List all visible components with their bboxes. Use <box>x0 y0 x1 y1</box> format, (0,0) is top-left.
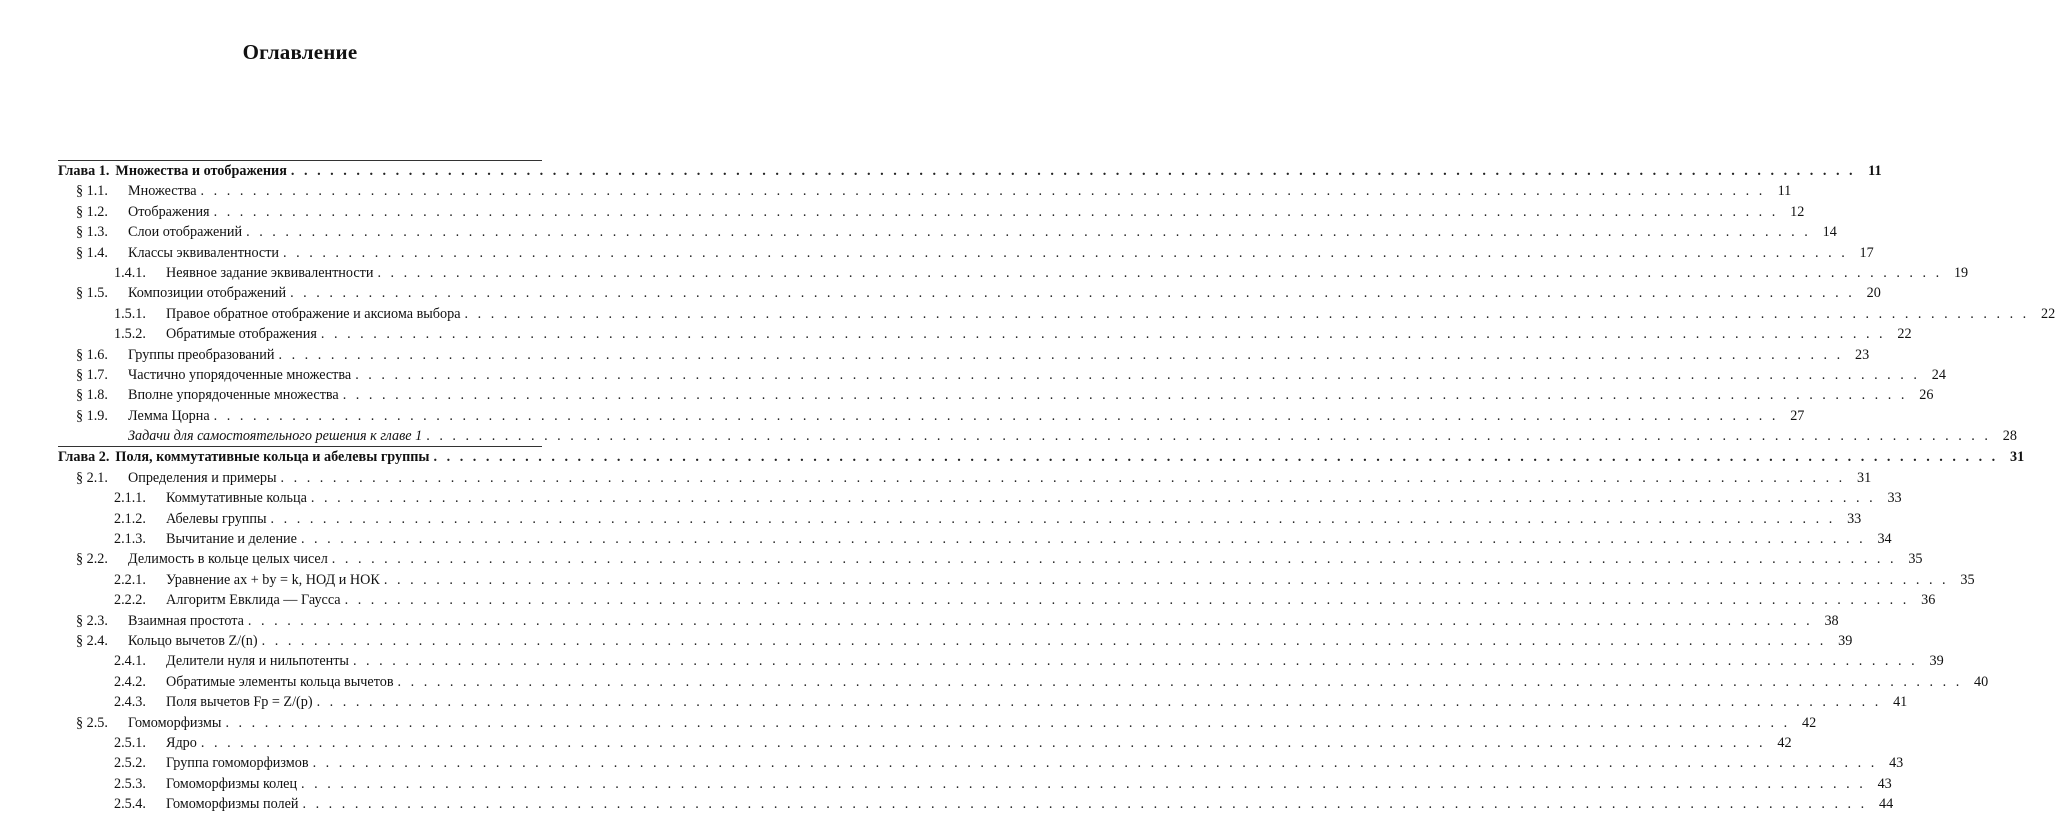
section-entry[interactable] <box>58 631 1853 651</box>
dot-leader: . . . . . . . . . . . . . . . . . . . . . . . . . . . . . . . . . . . . . . . . . . . . . . . . . . . . . . . . . . . . . . . . . . . . . . . . . . . . . . . . . . . . . . . . . . . . . . . . . . . . . . . . . . . . . . . . . . . . . . . . <box>331 551 1897 568</box>
entry-title: Взаимная простота <box>128 612 244 629</box>
subsection-entry[interactable] <box>58 509 1862 529</box>
subsection-entry[interactable] <box>58 529 1892 549</box>
subsection-entry[interactable] <box>58 753 1904 773</box>
section-entry[interactable] <box>58 611 1839 631</box>
dot-leader: . . . . . . . . . . . . . . . . . . . . . . . . . . . . . . . . . . . . . . . . . . . . . . . . . . . . . . . . . . . . . . . . . . . . . . . . . . . . . . . . . . . . . . . . . . . . . . . . . . . . . . . . . . . . . . . . . . . . . . . . <box>433 449 1999 466</box>
entry-title: Классы эквивалентности <box>128 244 280 261</box>
entry-number: § 2.5. <box>76 714 108 731</box>
entry-title: Определения и примеры <box>128 469 277 486</box>
dot-leader: . . . . . . . . . . . . . . . . . . . . . . . . . . . . . . . . . . . . . . . . . . . . . . . . . . . . . . . . . . . . . . . . . . . . . . . . . . . . . . . . . . . . . . . . . . . . . . . . . . . . . . . . . . . . . . . . . . . . . . . . <box>270 510 1836 527</box>
page-number: 41 <box>1893 694 1908 711</box>
dot-leader: . . . . . . . . . . . . . . . . . . . . . . . . . . . . . . . . . . . . . . . . . . . . . . . . . . . . . . . . . . . . . . . . . . . . . . . . . . . . . . . . . . . . . . . . . . . . . . . . . . . . . . . . . . . . . . . . . . . . . . . . <box>213 203 1779 220</box>
page-number: 12 <box>1790 203 1805 220</box>
entry-number: 2.2.2. <box>114 592 146 609</box>
dot-leader: . . . . . . . . . . . . . . . . . . . . . . . . . . . . . . . . . . . . . . . . . . . . . . . . . . . . . . . . . . . . . . . . . . . . . . . . . . . . . . . . . . . . . . . . . . . . . . . . . . . . . . . . . . . . . . . . . . . . . . . . <box>200 734 1766 751</box>
entry-title: Группы преобразований <box>128 346 275 363</box>
subsection-entry[interactable] <box>58 590 1936 610</box>
entry-number: 2.2.1. <box>114 571 146 588</box>
entry-title: Гомоморфизмы <box>128 714 222 731</box>
dot-leader: . . . . . . . . . . . . . . . . . . . . . . . . . . . . . . . . . . . . . . . . . . . . . . . . . . . . . . . . . . . . . . . . . . . . . . . . . . . . . . . . . . . . . . . . . . . . . . . . . . . . . . . . . . . . . . . . . . . . . . . . <box>464 305 2030 322</box>
dot-leader: . . . . . . . . . . . . . . . . . . . . . . . . . . . . . . . . . . . . . . . . . . . . . . . . . . . . . . . . . . . . . . . . . . . . . . . . . . . . . . . . . . . . . . . . . . . . . . . . . . . . . . . . . . . . . . . . . . . . . . . . <box>290 285 1855 302</box>
entry-number: § 1.7. <box>76 366 108 383</box>
section-entry[interactable] <box>58 549 1923 569</box>
page-number: 44 <box>1878 796 1894 813</box>
dot-leader: . . . . . . . . . . . . . . . . . . . . . . . . . . . . . . . . . . . . . . . . . . . . . . . . . . . . . . . . . . . . . . . . . . . . . . . . . . . . . . . . . . . . . . . . . . . . . . . . . . . . . . . . . . . . . . . . . . . . . . . . <box>246 224 1811 241</box>
entry-title: Абелевы группы <box>166 510 267 527</box>
section-entry[interactable] <box>58 468 1872 488</box>
entry-number: § 1.6. <box>76 346 108 363</box>
entry-number: § 2.2. <box>76 551 108 568</box>
page-number: 17 <box>1859 244 1874 261</box>
entry-number: § 2.3. <box>76 612 108 629</box>
chapter-heading[interactable] <box>58 161 1882 181</box>
dot-leader: . . . . . . . . . . . . . . . . . . . . . . . . . . . . . . . . . . . . . . . . . . . . . . . . . . . . . . . . . . . . . . . . . . . . . . . . . . . . . . . . . . . . . . . . . . . . . . . . . . . . . . . . . . . . . . . . . . . . . . . . <box>320 326 1886 343</box>
entry-number: § 1.4. <box>76 244 108 261</box>
entry-number: § 1.8. <box>76 387 108 404</box>
dot-leader: . . . . . . . . . . . . . . . . . . . . . . . . . . . . . . . . . . . . . . . . . . . . . . . . . . . . . . . . . . . . . . . . . . . . . . . . . . . . . . . . . . . . . . . . . . . . . . . . . . . . . . . . . . . . . . . . . . . . . . . . <box>290 163 1856 179</box>
section-entry[interactable] <box>58 202 1805 222</box>
entry-title: Гомоморфизмы полей <box>166 796 299 813</box>
dot-leader: . . . . . . . . . . . . . . . . . . . . . . . . . . . . . . . . . . . . . . . . . . . . . . . . . . . . . . . . . . . . . . . . . . . . . . . . . . . . . . . . . . . . . . . . . . . . . . . . . . . . . . . . . . . . . . . . . . . . . . . . <box>301 775 1866 792</box>
page-number: 43 <box>1889 755 1904 772</box>
entry-title: Коммутативные кольца <box>166 490 307 507</box>
entry-title: Гомоморфизмы колец <box>166 775 298 792</box>
entry-title: Ядро <box>166 734 197 751</box>
entry-number: 2.1.1. <box>114 490 146 507</box>
subsection-entry[interactable] <box>58 672 1989 692</box>
page-number: 35 <box>1908 551 1923 568</box>
page-number: 40 <box>1974 673 1989 690</box>
section-entry[interactable] <box>58 222 1837 242</box>
subsection-entry[interactable] <box>58 651 1944 671</box>
page-number: 20 <box>1866 285 1881 302</box>
subsection-entry[interactable] <box>58 794 1894 814</box>
entry-title: Алгоритм Евклида — Гаусса <box>166 592 341 609</box>
page-number: 27 <box>1790 407 1805 424</box>
entry-number: § 1.5. <box>76 285 108 302</box>
page-number: 14 <box>1822 224 1837 241</box>
page-number: 38 <box>1824 612 1839 629</box>
entry-title: Делители нуля и нильпотенты <box>166 653 349 670</box>
page-number: 36 <box>1921 592 1936 609</box>
entry-title: Поля вычетов Fp = Z/(p) <box>166 694 313 711</box>
dot-leader: . . . . . . . . . . . . . . . . . . . . . . . . . . . . . . . . . . . . . . . . . . . . . . . . . . . . . . . . . . . . . . . . . . . . . . . . . . . . . . . . . . . . . . . . . . . . . . . . . . . . . . . . . . . . . . . . . . . . . . . . <box>283 244 1848 261</box>
entry-number: 2.5.2. <box>114 755 146 772</box>
entry-title: Слои отображений <box>128 224 243 241</box>
dot-leader: . . . . . . . . . . . . . . . . . . . . . . . . . . . . . . . . . . . . . . . . . . . . . . . . . . . . . . . . . . . . . . . . . . . . . . . . . . . . . . . . . . . . . . . . . . . . . . . . . . . . . . . . . . . . . . . . . . . . . . . . <box>310 490 1876 507</box>
dot-leader: . . . . . . . . . . . . . . . . . . . . . . . . . . . . . . . . . . . . . . . . . . . . . . . . . . . . . . . . . . . . . . . . . . . . . . . . . . . . . . . . . . . . . . . . . . . . . . . . . . . . . . . . . . . . . . . . . . . . . . . . <box>261 632 1827 649</box>
section-entry[interactable] <box>58 406 1805 426</box>
page-number: 28 <box>2002 428 2017 445</box>
page-number: 26 <box>1919 387 1934 404</box>
entry-title: Группа гомоморфизмов <box>166 755 309 772</box>
dot-leader: . . . . . . . . . . . . . . . . . . . . . . . . . . . . . . . . . . . . . . . . . . . . . . . . . . . . . . . . . . . . . . . . . . . . . . . . . . . . . . . . . . . . . . . . . . . . . . . . . . . . . . . . . . . . . . . . . . . . . . . . <box>397 673 1963 690</box>
entry-number: 2.5.1. <box>114 734 146 751</box>
section-entry[interactable] <box>58 243 1874 263</box>
dot-leader: . . . . . . . . . . . . . . . . . . . . . . . . . . . . . . . . . . . . . . . . . . . . . . . . . . . . . . . . . . . . . . . . . . . . . . . . . . . . . . . . . . . . . . . . . . . . . . . . . . . . . . . . . . . . . . . . . . . . . . . . <box>280 469 1846 486</box>
entry-title: Кольцо вычетов Z/(n) <box>128 632 258 649</box>
page-number: 39 <box>1838 632 1853 649</box>
dot-leader: . . . . . . . . . . . . . . . . . . . . . . . . . . . . . . . . . . . . . . . . . . . . . . . . . . . . . . . . . . . . . . . . . . . . . . . . . . . . . . . . . . . . . . . . . . . . . . . . . . . . . . . . . . . . . . . . . . . . . . . . <box>344 592 1910 609</box>
entry-title: Обратимые отображения <box>166 326 317 343</box>
page-number: 42 <box>1777 734 1792 751</box>
entry-title: Уравнение ax + by = k, НОД и НОК <box>166 571 380 588</box>
subsection-entry[interactable] <box>58 263 1969 283</box>
entry-number: 2.5.3. <box>114 775 146 792</box>
entry-title: Правое обратное отображение и аксиома выбора <box>166 305 461 322</box>
page-number: 22 <box>1897 326 1912 343</box>
entry-number: Глава 1. <box>58 163 110 179</box>
page-number: 33 <box>1887 490 1902 507</box>
entry-number: § 1.1. <box>76 183 108 200</box>
entry-title: Вполне упорядоченные множества <box>128 387 339 404</box>
dot-leader: . . . . . . . . . . . . . . . . . . . . . . . . . . . . . . . . . . . . . . . . . . . . . . . . . . . . . . . . . . . . . . . . . . . . . . . . . . . . . . . . . . . . . . . . . . . . . . . . . . . . . . . . . . . . . . . . . . . . . . . . <box>302 796 1868 813</box>
subsection-entry[interactable] <box>58 488 1902 508</box>
page-number: 43 <box>1877 775 1892 792</box>
entry-title: Обратимые элементы кольца вычетов <box>166 673 394 690</box>
page-number: 34 <box>1877 531 1892 548</box>
dot-leader: . . . . . . . . . . . . . . . . . . . . . . . . . . . . . . . . . . . . . . . . . . . . . . . . . . . . . . . . . . . . . . . . . . . . . . . . . . . . . . . . . . . . . . . . . . . . . . . . . . . . . . . . . . . . . . . . . . . . . . . . <box>352 653 1918 670</box>
page-number: 35 <box>1960 571 1975 588</box>
entry-title: Лемма Цорна <box>128 407 210 424</box>
page-number: 22 <box>2041 305 2055 322</box>
dot-leader: . . . . . . . . . . . . . . . . . . . . . . . . . . . . . . . . . . . . . . . . . . . . . . . . . . . . . . . . . . . . . . . . . . . . . . . . . . . . . . . . . . . . . . . . . . . . . . . . . . . . . . . . . . . . . . . . . . . . . . . . <box>225 714 1791 731</box>
entry-title: Задачи для самостоятельного решения к главе 1 <box>128 428 423 445</box>
entry-number: 2.1.2. <box>114 510 146 527</box>
dot-leader: . . . . . . . . . . . . . . . . . . . . . . . . . . . . . . . . . . . . . . . . . . . . . . . . . . . . . . . . . . . . . . . . . . . . . . . . . . . . . . . . . . . . . . . . . . . . . . . . . . . . . . . . . . . . . . . . . . . . . . . . <box>342 387 1908 404</box>
page-number: 11 <box>1868 163 1882 179</box>
page-number: 24 <box>1931 366 1946 383</box>
entry-number: 1.4.1. <box>114 264 146 281</box>
page-number: 19 <box>1953 264 1969 281</box>
entry-title: Отображения <box>128 203 210 220</box>
entry-number: Глава 2. <box>58 449 110 466</box>
subsection-entry[interactable] <box>58 774 1892 794</box>
subsection-entry[interactable] <box>58 733 1792 753</box>
subsection-entry[interactable] <box>58 570 1975 590</box>
section-entry[interactable] <box>58 385 1934 405</box>
page-number: 42 <box>1801 714 1817 731</box>
entry-title: Частично упорядоченные множества <box>128 366 352 383</box>
subsection-entry[interactable] <box>58 324 1912 344</box>
entry-title: Множества и отображения <box>115 163 287 179</box>
section-entry[interactable] <box>58 365 1946 385</box>
dot-leader: . . . . . . . . . . . . . . . . . . . . . . . . . . . . . . . . . . . . . . . . . . . . . . . . . . . . . . . . . . . . . . . . . . . . . . . . . . . . . . . . . . . . . . . . . . . . . . . . . . . . . . . . . . . . . . . . . . . . . . . . <box>355 366 1920 383</box>
subsection-entry[interactable] <box>58 692 1908 712</box>
entry-title: Делимость в кольце целых чисел <box>128 551 328 568</box>
page-title: Оглавление <box>242 40 358 64</box>
section-entry[interactable] <box>58 283 1881 303</box>
page-number: 23 <box>1854 346 1870 363</box>
subsection-entry[interactable] <box>58 304 2055 324</box>
section-entry[interactable] <box>58 345 1870 365</box>
dot-leader: . . . . . . . . . . . . . . . . . . . . . . . . . . . . . . . . . . . . . . . . . . . . . . . . . . . . . . . . . . . . . . . . . . . . . . . . . . . . . . . . . . . . . . . . . . . . . . . . . . . . . . . . . . . . . . . . . . . . . . . . <box>316 694 1882 711</box>
entry-number: 2.4.1. <box>114 653 146 670</box>
dot-leader: . . . . . . . . . . . . . . . . . . . . . . . . . . . . . . . . . . . . . . . . . . . . . . . . . . . . . . . . . . . . . . . . . . . . . . . . . . . . . . . . . . . . . . . . . . . . . . . . . . . . . . . . . . . . . . . . . . . . . . . . <box>300 531 1866 548</box>
entry-number: § 1.3. <box>76 224 108 241</box>
dot-leader: . . . . . . . . . . . . . . . . . . . . . . . . . . . . . . . . . . . . . . . . . . . . . . . . . . . . . . . . . . . . . . . . . . . . . . . . . . . . . . . . . . . . . . . . . . . . . . . . . . . . . . . . . . . . . . . . . . . . . . . . <box>312 755 1878 772</box>
chapter-heading[interactable] <box>58 447 2025 467</box>
section-entry[interactable] <box>58 713 1817 733</box>
entry-number: 1.5.1. <box>114 305 146 322</box>
page-number: 33 <box>1847 510 1862 527</box>
entry-number: § 2.4. <box>76 632 108 649</box>
entry-number: 2.4.2. <box>114 673 146 690</box>
entry-title: Множества <box>128 183 197 200</box>
entry-number: § 1.2. <box>76 203 108 220</box>
dot-leader: . . . . . . . . . . . . . . . . . . . . . . . . . . . . . . . . . . . . . . . . . . . . . . . . . . . . . . . . . . . . . . . . . . . . . . . . . . . . . . . . . . . . . . . . . . . . . . . . . . . . . . . . . . . . . . . . . . . . . . . . <box>247 612 1813 629</box>
entry-number: 2.1.3. <box>114 531 146 548</box>
page-number: 39 <box>1929 653 1944 670</box>
entry-title: Поля, коммутативные кольца и абелевы группы <box>115 449 430 466</box>
entry-number: 2.5.4. <box>114 796 146 813</box>
dot-leader: . . . . . . . . . . . . . . . . . . . . . . . . . . . . . . . . . . . . . . . . . . . . . . . . . . . . . . . . . . . . . . . . . . . . . . . . . . . . . . . . . . . . . . . . . . . . . . . . . . . . . . . . . . . . . . . . . . . . . . . . <box>200 183 1766 200</box>
entry-number: § 2.1. <box>76 469 108 486</box>
page-number: 31 <box>2010 449 2025 466</box>
table-of-contents <box>58 160 2055 815</box>
entry-number: 1.5.2. <box>114 326 146 343</box>
dot-leader: . . . . . . . . . . . . . . . . . . . . . . . . . . . . . . . . . . . . . . . . . . . . . . . . . . . . . . . . . . . . . . . . . . . . . . . . . . . . . . . . . . . . . . . . . . . . . . . . . . . . . . . . . . . . . . . . . . . . . . . . <box>213 407 1779 424</box>
page-number: 11 <box>1777 183 1792 200</box>
page-number: 31 <box>1857 469 1872 486</box>
dot-leader: . . . . . . . . . . . . . . . . . . . . . . . . . . . . . . . . . . . . . . . . . . . . . . . . . . . . . . . . . . . . . . . . . . . . . . . . . . . . . . . . . . . . . . . . . . . . . . . . . . . . . . . . . . . . . . . . . . . . . . . . <box>278 346 1844 363</box>
entry-number: 2.4.3. <box>114 694 146 711</box>
dot-leader: . . . . . . . . . . . . . . . . . . . . . . . . . . . . . . . . . . . . . . . . . . . . . . . . . . . . . . . . . . . . . . . . . . . . . . . . . . . . . . . . . . . . . . . . . . . . . . . . . . . . . . . . . . . . . . . . . . . . . . . . <box>377 264 1943 281</box>
entry-title: Неявное задание эквивалентности <box>166 264 374 281</box>
section-entry[interactable] <box>58 181 1792 201</box>
entry-number: § 1.9. <box>76 407 108 424</box>
tasks-entry[interactable] <box>58 426 2017 446</box>
entry-title: Вычитание и деление <box>166 531 297 548</box>
entry-title: Композиции отображений <box>128 285 287 302</box>
dot-leader: . . . . . . . . . . . . . . . . . . . . . . . . . . . . . . . . . . . . . . . . . . . . . . . . . . . . . . . . . . . . . . . . . . . . . . . . . . . . . . . . . . . . . . . . . . . . . . . . . . . . . . . . . . . . . . . . . . . . . . . . <box>426 428 1991 445</box>
dot-leader: . . . . . . . . . . . . . . . . . . . . . . . . . . . . . . . . . . . . . . . . . . . . . . . . . . . . . . . . . . . . . . . . . . . . . . . . . . . . . . . . . . . . . . . . . . . . . . . . . . . . . . . . . . . . . . . . . . . . . . . . <box>383 571 1949 588</box>
